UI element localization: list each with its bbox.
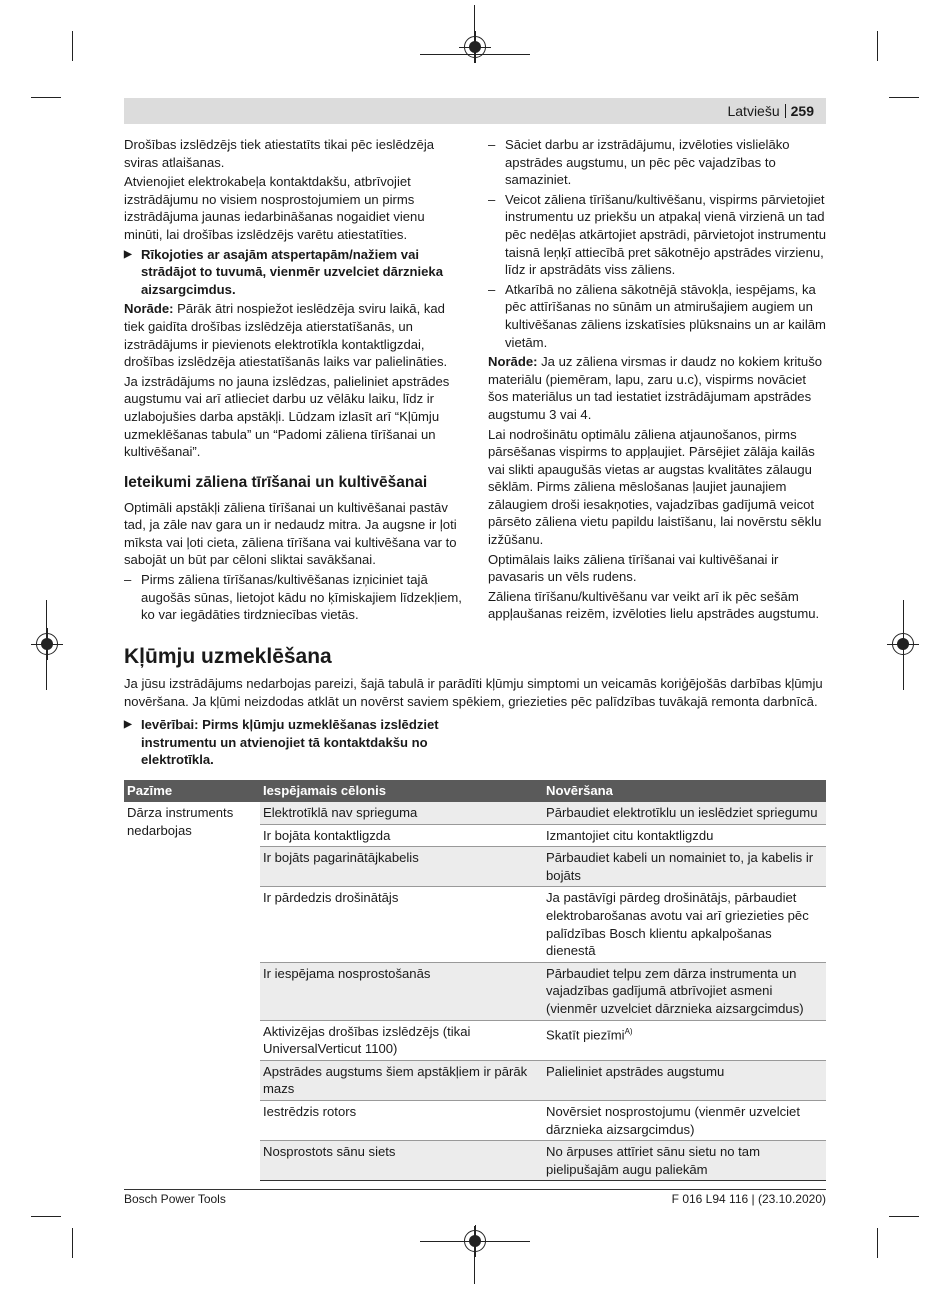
list-item: – Sāciet darbu ar izstrādājumu, izvēloties vislielāko apstrādes augstumu, un pēc pēc vajadzības to samaziniet. [488,136,826,189]
remedy-cell [543,1020,826,1060]
list-item: – Atkarībā no zāliena sākotnējā stāvokļa, iespējams, ka pēc attīrīšanas no sūnām un atmirušajiem augiem un kultivēšanas zāliens izskatīsies plūksnains un ar kailām vietām. [488,281,826,351]
safety-warning: ▶ Rīkojoties ar asajām atspertapām/nažiem vai strādājot to tuvumā, vienmēr uzvelciet dārznieka aizsargcimdus. [124,246,464,299]
registration-mark-icon [892,633,914,655]
cause-cell: Ir bojāts pagarinātājkabelis [260,847,543,887]
registration-mark-icon [464,1230,486,1252]
note [124,300,464,370]
warning-text: Ievērībai: Pirms kļūmju uzmeklēšanas izslēdziet instrumentu un atvienojiet tā kontaktdakšu no elektrotīkla. [141,717,439,768]
crop-mark [72,1228,73,1258]
footer-divider [124,1189,826,1190]
header-language: Latviešu [727,103,780,119]
note-label: Norāde: [124,301,174,317]
cause-cell: Ir bojāta kontaktligzda [260,824,543,847]
paragraph: Drošības izslēdzējs tiek atiestatīts tikai pēc ieslēdzēja sviras atlaišanas. [124,137,435,170]
footnote-ref: A) [624,1026,633,1036]
paragraph: Optimālais laiks zāliena tīrīšanai vai kultivēšanai ir pavasaris un vēls rudens. [488,551,779,585]
remedy-cell: Ja pastāvīgi pārdeg drošinātājs, pārbaudiet elektrobarošanas avotu vai arī griezieties pēc palīdzības Bosch klientu apkalpošanas dienestā [543,887,826,962]
note-text: Ja uz zāliena virsmas ir daudz no kokiem kritušo materiālu (piemēram, lapu, zaru u.c), vispirms novāciet šos materiālus un tad iestatiet izstrādājumam apstrādes augstumu 3 vai 4. [488,354,823,422]
footer-brand: Bosch Power Tools [124,1192,226,1206]
table-row [124,802,826,824]
list-item: – Veicot zāliena tīrīšanu/kultivēšanu, vispirms pārvietojiet instrumentu uz priekšu un atpakaļ vienā virzienā un tad pēc nedēļas atkārtojiet apstrādi, pārvietojot instrumentu taisnā leņķī attiecībā pret sākotnējo apstrādes virzienu, līdz ir apstrādāts viss zāliens. [488,191,826,279]
paragraph: Lai nodrošinātu optimālu zāliena atjaunošanos, pirms pārsēšanas vispirms to appļaujiet. Pārsējiet zālāja kailās vai slikti apaugušās vietas ar augstas kvalitātes zālaugu sēklām. Pirms zāliena mēslošanas ļaujiet jaunajiem zālaugiem droši iesakņoties, vajadzības gadījumā veicot pārsēto zāliena vietu papildu laistīšanu, lai novērstu sēklu izžūšanu. [488,426,822,548]
remedy-cell: Pārbaudiet elektrotīklu un ieslēdziet spriegumu [543,802,826,824]
cause-cell: Iestrēdzis rotors [260,1100,543,1140]
page-number: 259 [790,103,814,119]
crop-mark [877,1228,878,1258]
remedy-cell: Izmantojiet citu kontaktligzdu [543,824,826,847]
note-label: Norāde: [488,354,538,370]
paragraph: Optimāli apstākļi zāliena tīrīšanai un kultivēšanai pastāv tad, ja zāle nav gara un ir nedaudz mitra. Ja augsne ir ļoti mīksta vai ļoti cieta, zāliena tīrīšana vai kultivēšana var to sabojāt un būt par cēloni sliktai savākšanai. [124,499,457,568]
cause-cell: Aktivizējas drošības izslēdzējs (tikai UniversalVerticut 1100) [260,1020,543,1060]
crop-mark [31,1216,61,1217]
cause-cell: Ir pārdedzis drošinātājs [260,887,543,962]
remedy-cell: Palieliniet apstrādes augstumu [543,1060,826,1100]
column-header: Novēršana [543,780,826,802]
paragraph: Atvienojiet elektrokabeļa kontaktdakšu, atbrīvojiet izstrādājumu no visiem nosprostojumiem un pirms izstrādājuma jaunas iedarbināšanas nogaidiet vienu minūti, lai drošības izslēdzējs varētu atiestatīties. [124,174,425,242]
header-separator [785,104,786,118]
note-text: Pārāk ātri nospiežot ieslēdzēja sviru laikā, kad tiek gaidīta drošības izslēdzēja atierstatīšanās, un izstrādājums ir pievienots elektrotīkla kontaktligzdai, drošības izslēdzēja atiestatīšanās laiks var palielināties. [124,301,448,370]
cause-cell: Ir iespējama nosprostošanās [260,962,543,1020]
crop-mark [889,1216,919,1217]
crop-mark [889,97,919,98]
remedy-cell: No ārpuses attīriet sānu sietu no tam pielipušajām augu paliekām [543,1141,826,1181]
table-header-row [124,780,826,802]
cause-cell: Elektrotīklā nav sprieguma [260,802,543,824]
right-column [488,136,826,625]
header-band [124,98,826,124]
cause-cell: Apstrādes augstums šiem apstākļiem ir pārāk mazs [260,1060,543,1100]
column-header: Iespējamais cēlonis [260,780,543,802]
troubleshooting-table [124,780,826,1181]
registration-mark-icon [464,36,486,58]
remedy-cell: Pārbaudiet kabeli un nomainiet to, ja kabelis ir bojāts [543,847,826,887]
symptom-cell: Dārza instruments nedarbojas [127,805,234,838]
section-intro: Ja jūsu izstrādājums nedarbojas pareizi, šajā tabulā ir parādīti kļūmju simptomi un veicamās koriģējošās darbības kļūmju novēršana. Ja kļūmi neizdodas atklāt un novērst saviem spēkiem, griezieties pēc palīdzības tuvākajā remonta darbnīcā. [124,676,823,709]
cause-cell: Nosprostots sānu siets [260,1141,543,1181]
remedy-text: Skatīt piezīmi [546,1026,625,1042]
crop-mark [72,31,73,61]
arrow-icon: ▶ [124,719,132,730]
crop-mark [877,31,878,61]
section-heading: Ieteikumi zāliena tīrīšanai un kultivēšanai [124,473,428,491]
page-header [727,101,814,121]
footer-doc-id: F 016 L94 116 | (23.10.2020) [671,1192,826,1206]
column-header: Pazīme [124,780,260,802]
left-column [124,136,464,626]
paragraph: Ja izstrādājums no jauna izslēdzas, palieliniet apstrādes augstumu vai arī atlieciet darbu uz vēlāku laiku, līdz ir uzlabojušies darba apstākļi. Lūdzam izlasīt arī “Kļūmju uzmeklēšanas tabula” un “Padomi zāliena tīrīšanai un kultivēšanai”. [124,373,450,460]
remedy-cell: Novērsiet nosprostojumu (vienmēr uzvelciet dārznieka aizsargcimdus) [543,1100,826,1140]
list-item: – Pirms zāliena tīrīšanas/kultivēšanas izņiciniet tajā augošās sūnas, lietojot kādu no ķīmiskajiem līdzekļiem, ko var iegādāties tirdzniecības vietās. [124,571,464,624]
paragraph: Zāliena tīrīšanu/kultivēšanu var veikt arī ik pēc sešām appļaušanas reizēm, izvēloties lielu apstrādes augstumu. [488,588,820,622]
crop-mark [31,97,61,98]
troubleshooting-warning [124,716,461,769]
note [488,353,826,423]
section-title: Kļūmju uzmeklēšana [124,645,332,668]
remedy-cell: Pārbaudiet telpu zem dārza instrumenta un vajadzības gadījumā atbrīvojiet asmeni (vienmēr uzvelciet dārznieka aizsargcimdus) [543,962,826,1020]
registration-mark-icon [36,633,58,655]
